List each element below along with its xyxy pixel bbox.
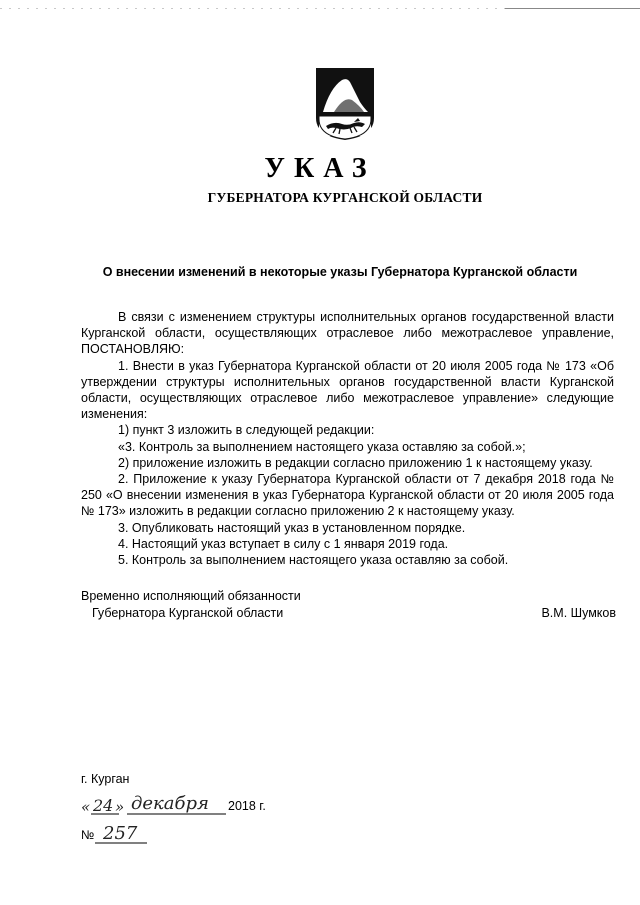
date-day: 24 — [93, 796, 114, 815]
coat-of-arms-emblem — [314, 66, 376, 142]
paragraph-quote: «3. Контроль за выполнением настоящего указа оставляю за собой.»; — [118, 439, 526, 454]
number-prefix: № — [81, 828, 95, 842]
document-body — [81, 309, 614, 568]
document-subtitle: ГУБЕРНАТОРА КУРГАНСКОЙ ОБЛАСТИ — [207, 190, 483, 205]
document-number — [81, 823, 201, 850]
paragraph-item-3: 3. Опубликовать настоящий указ в установленном порядке. — [118, 520, 466, 535]
number-underline — [81, 840, 151, 846]
scan-artifact-line — [0, 7, 640, 10]
paragraph-item-1: 1. Внести в указ Губернатора Курганской области от 20 июля 2005 года № 173 «Об утверждении структуры исполнительных органов государственной власти Курганской области, осуществляющих отраслевое либо межотраслевое управление» следующие изменения: — [81, 358, 614, 422]
paragraph-item-4: 4. Настоящий указ вступает в силу с 1 января 2019 года. — [118, 536, 449, 551]
document-city: г. Курган — [81, 772, 130, 786]
signatory-name: В.М. Шумков — [541, 605, 616, 620]
document-heading: О внесении изменений в некоторые указы Губернатора Курганской области — [102, 265, 578, 279]
date-month: декабря — [131, 793, 209, 814]
date-quote-close: » — [115, 798, 125, 816]
document-title: УКАЗ — [264, 153, 376, 184]
signatory-position-line2: Губернатора Курганской области — [92, 605, 284, 620]
date-year: 2018 г. — [228, 799, 266, 813]
paragraph-subitem-2: 2) приложение изложить в редакции согласно приложению 1 к настоящему указу. — [118, 455, 593, 470]
signature-block — [81, 588, 616, 621]
paragraph-item-5: 5. Контроль за выполнением настоящего указа оставляю за собой. — [118, 553, 509, 568]
paragraph-item-2: 2. Приложение к указу Губернатора Курганской области от 7 декабря 2018 года № 250 «О внесении изменения в указ Губернатора Курганской области от 20 июля 2005 года № 173» изложить в редакции согласно приложению 2 к настоящему указу. — [81, 472, 614, 519]
signatory-position-line1: Временно исполняющий обязанности — [81, 589, 301, 603]
paragraph-subitem-1: 1) пункт 3 изложить в следующей редакции: — [118, 423, 375, 438]
paragraph-preamble: В связи с изменением структуры исполнительных органов государственной власти Курганской области, осуществляющих отраслевое либо межотраслевое управление, ПОСТАНОВЛЯЮ: — [81, 310, 614, 357]
date-quote-open: « — [81, 798, 91, 816]
date-underline — [81, 811, 231, 817]
number-value: 257 — [103, 823, 138, 844]
document-date — [81, 793, 381, 820]
